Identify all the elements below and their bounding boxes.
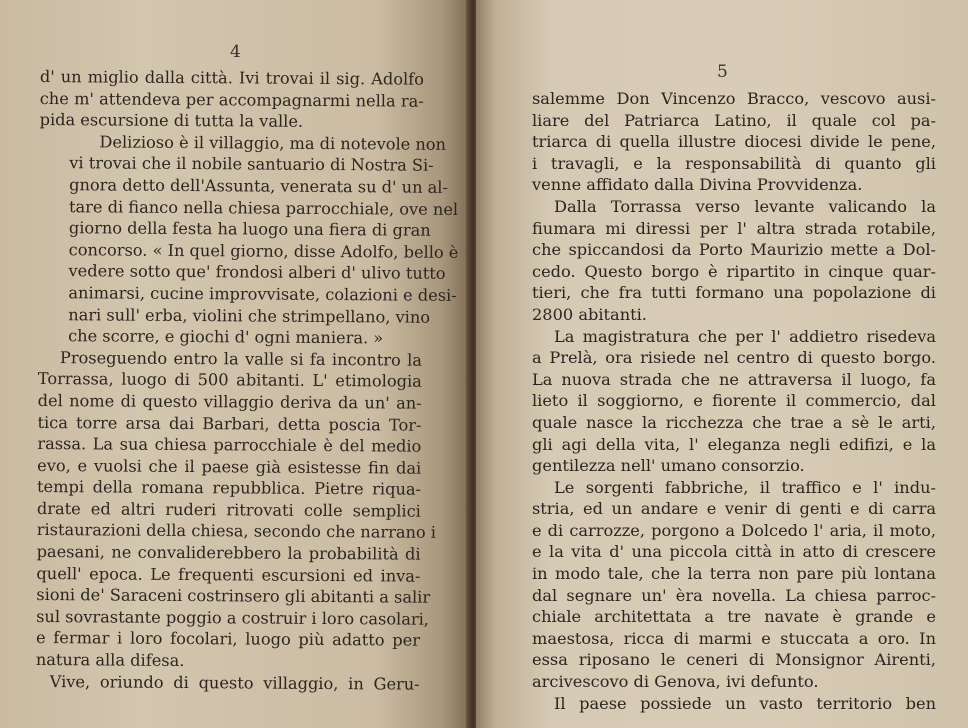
text-line: cedo. Questo borgo è ripartito in cinque quar-	[532, 261, 936, 281]
page-text	[532, 88, 936, 714]
text-line: arcivescovo di Genova, ivi defunto.	[532, 672, 819, 692]
text-line: vedere sotto que' frondosi alberi d' ulivo tutto	[68, 261, 446, 284]
text-line: Vive, oriundo di questo villaggio, in Geru-	[49, 671, 420, 694]
text-line: gli agi della vita, l' eleganza negli edifizi, e la	[532, 434, 936, 454]
text-line: stria, ed un andare e venir di genti e di carra	[532, 499, 936, 519]
text-line: Proseguendo entro la valle si fa incontro la	[59, 347, 423, 370]
left-page	[0, 0, 470, 728]
text-line: pida escursione di tutta la valle.	[39, 110, 304, 132]
text-line: 2800 abitanti.	[532, 304, 647, 324]
text-line: drate ed altri ruderi ritrovati colle semplici	[36, 498, 421, 521]
text-line: lieto il soggiorno, e fiorente il commercio, dal	[532, 391, 936, 411]
text-line: Dalla Torrassa verso levante valicando la	[554, 196, 936, 216]
text-line: nari sull' erba, violini che strimpellano, vino	[68, 304, 431, 327]
text-line: concorso. « In quel giorno, disse Adolfo, bello è	[68, 239, 459, 262]
text-line: quell' epoca. Le frequenti escursioni ed inva-	[36, 563, 421, 586]
text-line: gnora detto dell'Assunta, venerata su d' un al-	[69, 175, 449, 197]
text-line: tempi della romana repubblica. Pietre riqua-	[36, 477, 422, 499]
text-line: che m' attendeva per accompagnarmi nella ra-	[39, 88, 424, 111]
right-page	[476, 0, 968, 728]
text-line: gentilezza nell' umano consorzio.	[532, 456, 805, 476]
text-line: paesani, ne convaliderebbero la probabilità di	[36, 542, 421, 564]
text-line: i travagli, e la responsabilità di quanto gli	[532, 153, 936, 173]
text-line: sioni de' Saraceni costrinsero gli abitanti a salir	[36, 585, 431, 607]
text-line: quale nasce la ricchezza che trae a sè le arti,	[532, 412, 936, 432]
paragraph	[532, 196, 936, 326]
text-line: e di carrozze, porgono a Dolcedo l' aria, il moto,	[532, 520, 936, 540]
text-line: che spiccandosi da Porto Maurizio mette a Dol-	[532, 240, 936, 260]
text-line: e fermar i loro focolari, luogo più adatto per	[35, 628, 421, 651]
text-line: in modo tale, che la terra non pare più lontana	[532, 564, 936, 584]
text-line: Le sorgenti fabbriche, il traffico e l' indu-	[554, 477, 936, 497]
text-line: liare del Patriarca Latino, il quale col pa-	[532, 110, 936, 130]
text-line: triarca di quella illustre diocesi divide le pene,	[532, 132, 936, 152]
text-line: sul sovrastante poggio a costruir i loro casolari,	[36, 606, 430, 629]
text-line: tieri, che fra tutti formano una popolazione di	[532, 283, 936, 303]
text-line: Il paese possiede un vasto territorio ben	[554, 693, 936, 713]
paragraph	[35, 347, 437, 674]
text-line: natura alla difesa.	[35, 650, 185, 671]
text-line: e la vita d' una piccola città in atto di crescere	[532, 542, 936, 562]
text-line: fiumara mi diressi per l' altra strada rotabile,	[532, 218, 936, 238]
text-line: dal segnare un' èra novella. La chiesa parroc-	[532, 585, 936, 605]
text-line: chiale architettata a tre navate è grande e	[532, 607, 936, 627]
text-line: a Prelà, ora risiede nel centro di questo borgo.	[532, 348, 936, 368]
text-line: evo, e vuolsi che il paese già esistesse fin dai	[37, 455, 422, 478]
text-line: rassa. La sua chiesa parrocchiale è del medio	[37, 434, 422, 456]
text-line: Delizioso è il villaggio, ma di notevole non	[99, 132, 447, 154]
text-line: venne affidato dalla Divina Provvidenza.	[532, 175, 863, 195]
page-number: 5	[717, 62, 728, 82]
text-line: giorno della festa ha luogo una fiera di gran	[68, 218, 431, 240]
page-text	[35, 66, 459, 695]
text-line: ristaurazioni della chiesa, secondo che narrano i	[36, 520, 437, 543]
paragraph	[532, 88, 936, 196]
paragraph	[36, 671, 420, 695]
text-line: essa riposano le ceneri di Monsignor Airenti,	[532, 650, 936, 670]
text-line: che scorre, e giochi d' ogni maniera. »	[68, 326, 384, 348]
text-line: tare di fianco nella chiesa parrocchiale, ove nel	[68, 196, 459, 219]
text-line: maestosa, ricca di marmi e stuccata a oro. In	[532, 628, 936, 648]
text-line: del nome di questo villaggio deriva da un' an-	[37, 390, 422, 413]
text-line: animarsi, cucine improvvisate, colazioni e desi-	[68, 283, 457, 305]
paragraph	[38, 131, 459, 350]
paragraph	[532, 693, 936, 715]
text-line: d' un miglio dalla città. Ivi trovai il sig. Adolfo	[39, 66, 424, 89]
text-line: Torrassa, luogo di 500 abitanti. L' etimologia	[37, 369, 422, 391]
paragraph	[40, 66, 424, 133]
text-line: La nuova strada che ne attraversa il luogo, fa	[532, 369, 936, 389]
paragraph	[532, 326, 936, 477]
text-line: salemme Don Vincenzo Bracco, vescovo ausi-	[532, 89, 936, 108]
text-line: vi trovai che il nobile santuario di Nostra Si-	[69, 153, 434, 176]
page-number: 4	[230, 42, 241, 62]
text-line: tica torre arsa dai Barbari, detta poscia Tor-	[37, 412, 422, 435]
text-line: La magistratura che per l' addietro risedeva	[554, 326, 936, 346]
paragraph	[532, 477, 936, 693]
